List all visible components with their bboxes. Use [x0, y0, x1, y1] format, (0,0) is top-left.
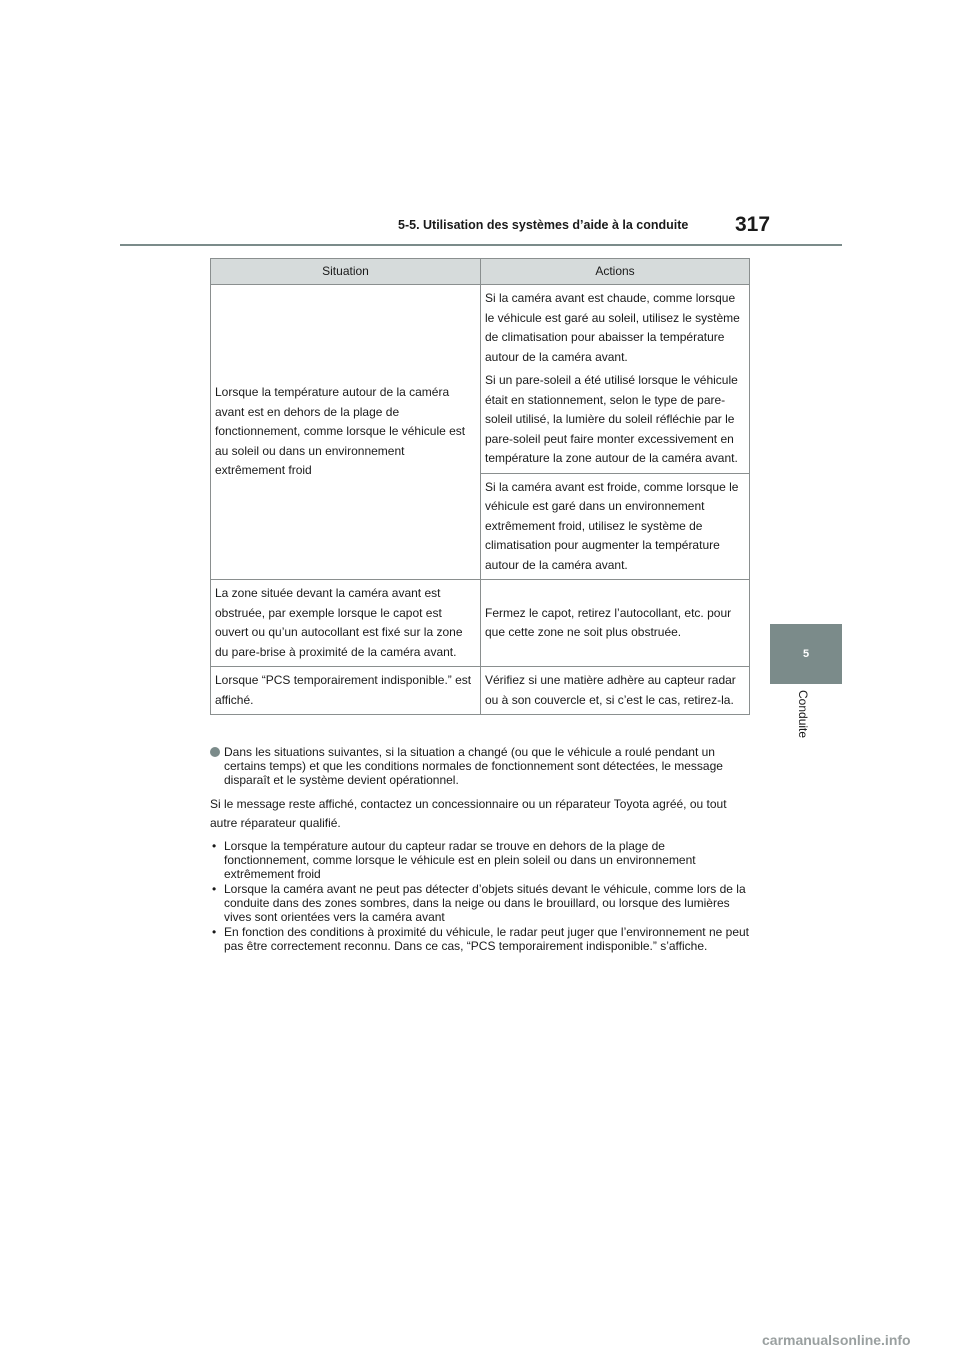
chapter-tab: [770, 624, 842, 684]
header-actions: Actions: [481, 259, 750, 285]
situation-cell: Lorsque la température autour de la caméra avant est en dehors de la plage de fonctionnement, comme lorsque le véhicule est au soleil ou dans un environnement extrêmement froid: [211, 285, 481, 580]
bullet-marker: •: [212, 925, 217, 939]
info-note: [210, 745, 750, 787]
table-row: [211, 580, 750, 667]
table-row: [211, 285, 750, 474]
action-paragraph: Si un pare-soleil a été utilisé lorsque le véhicule était en stationnement, selon le type de pare-soleil utilisé, la lumière du soleil réfléchie par le pare-soleil peut faire monter excessivement en température la zone autour de la caméra avant.: [485, 373, 738, 465]
table-row: [211, 667, 750, 715]
situation-cell: Lorsque “PCS temporairement indisponible.” est affiché.: [211, 667, 481, 715]
header-situation: Situation: [211, 259, 481, 285]
page-number: 317: [735, 213, 771, 236]
section-title: 5-5. Utilisation des systèmes d’aide à la conduite: [398, 218, 689, 232]
header-divider: [120, 244, 842, 246]
bullet-marker: •: [212, 882, 217, 896]
situation-actions-table: [210, 258, 750, 715]
contact-paragraph: Si le message reste affiché, contactez un concessionnaire ou un réparateur Toyota agréé, ou tout autre réparateur qualifié.: [210, 797, 727, 830]
list-item: • Lorsque la température autour du capteur radar se trouve en dehors de la plage de fonctionnement, comme lorsque le véhicule est en plein soleil ou dans un environnement extrêmement froid: [212, 839, 696, 881]
situation-cell: La zone située devant la caméra avant est obstruée, par exemple lorsque le capot est ouvert ou qu’un autocollant est fixé sur la zone du pare-brise à proximité de la caméra avant.: [211, 580, 481, 667]
info-note-text: Dans les situations suivantes, si la situation a changé (ou que le véhicule a roulé pendant un certains temps) et que les conditions normales de fonctionnement sont détectées, le message disparaît et le système devient opérationnel.: [224, 745, 723, 787]
condition-list: [210, 839, 750, 953]
bullet-marker: •: [212, 839, 217, 853]
list-item: • Lorsque la caméra avant ne peut pas détecter d’objets situés devant le véhicule, comme lors de la conduite dans des zones sombres, dans la neige ou dans le brouillard, ou lorsque des lumières vives sont orientées vers la caméra avant: [212, 882, 746, 924]
action-cell: Fermez le capot, retirez l’autocollant, etc. pour que cette zone ne soit plus obstruée.: [481, 580, 750, 667]
action-cell: Si la caméra avant est froide, comme lorsque le véhicule est garé dans un environnement extrêmement froid, utilisez le système de climatisation pour augmenter la température autour de la caméra avant.: [481, 473, 750, 580]
action-cell: [481, 285, 750, 474]
watermark: carmanualsonline.info: [762, 1332, 911, 1348]
action-cell: Vérifiez si une matière adhère au capteur radar ou à son couvercle et, si c’est le cas, retirez-la.: [481, 667, 750, 715]
list-item: • En fonction des conditions à proximité du véhicule, le radar peut juger que l’environnement ne peut pas être correctement reconnu. Dans ce cas, “PCS temporairement indisponible.” s’affiche.: [212, 925, 749, 953]
action-paragraph: Si la caméra avant est chaude, comme lorsque le véhicule est garé au soleil, utilisez le système de climatisation pour abaisser la température autour de la caméra avant.: [485, 291, 740, 364]
chapter-number: 5: [802, 648, 810, 660]
chapter-label: Conduite: [796, 690, 810, 739]
notes-section: [210, 745, 750, 954]
bullet-circle-icon: [210, 747, 220, 757]
table-header-row: [211, 259, 750, 285]
